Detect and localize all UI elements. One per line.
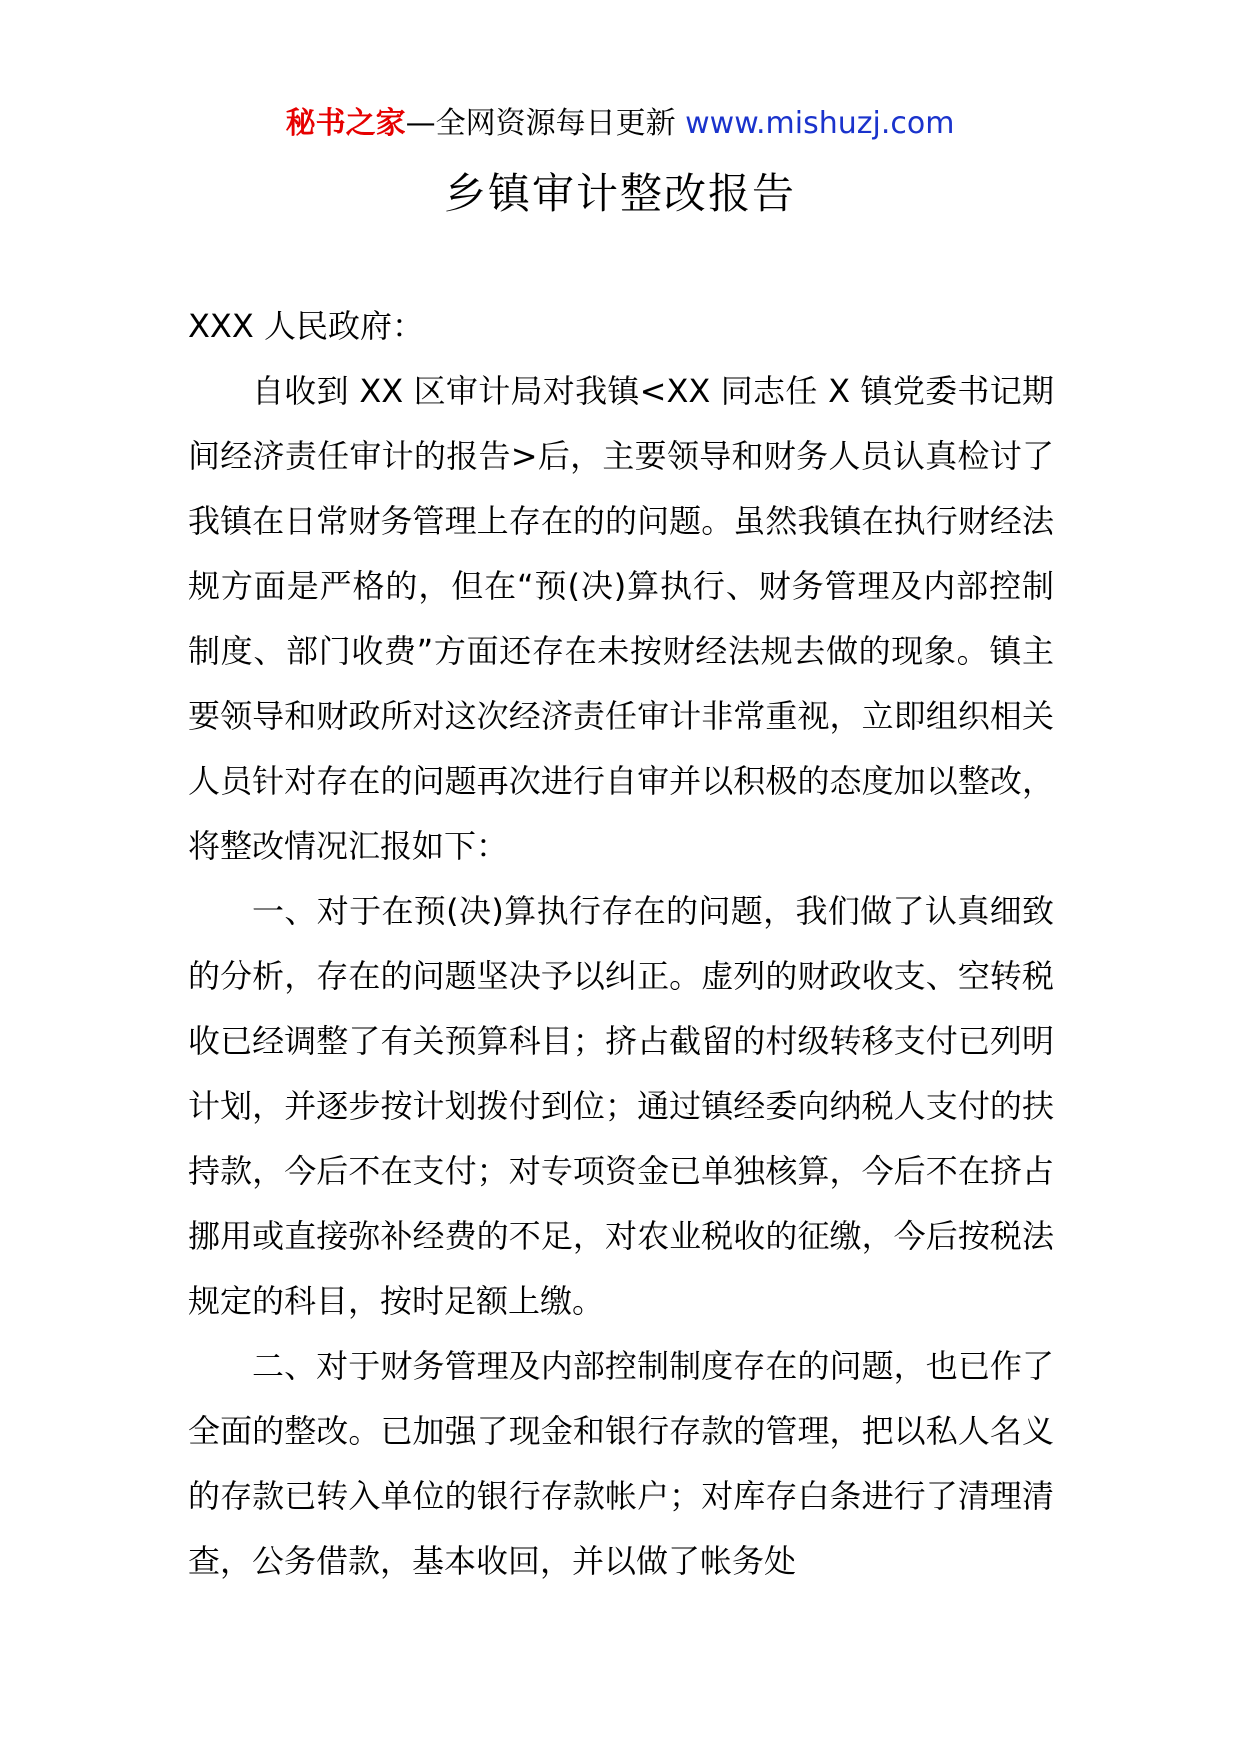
document-body bbox=[188, 294, 1054, 1594]
paragraph-budget-issues: 一、对于在预(决)算执行存在的问题，我们做了认真细致的分析，存在的问题坚决予以纠正。虚列的财政收支、空转税收已经调整了有关预算科目；挤占截留的村级转移支付已列明计划，并逐步按计划拨付到位；通过镇经委向纳税人支付的扶持款，今后不在支付；对专项资金已单独核算，今后不在挤占挪用或直接弥补经费的不足，对农业税收的征缴，今后按税法规定的科目，按时足额上缴。 bbox=[188, 892, 1054, 1320]
document-title: 乡镇审计整改报告 bbox=[443, 169, 796, 218]
paragraph-intro: 自收到 XX 区审计局对我镇<XX 同志任 X 镇党委书记期间经济责任审计的报告>后，主要领导和财务人员认真检讨了我镇在日常财务管理上存在的的问题。虽然我镇在执行财经法规方面是严格的，但在“预(决)算执行、财务管理及内部控制制度、部门收费”方面还存在未按财经法规去做的现象。镇主要领导和财政所对这次经济责任审计非常重视，立即组织相关人员针对存在的问题再次进行自审并以积极的态度加以整改，将整改情况汇报如下： bbox=[188, 372, 1054, 865]
site-header bbox=[0, 104, 1240, 144]
paragraph-finance-management: 二、对于财务管理及内部控制制度存在的问题，也已作了全面的整改。已加强了现金和银行存款的管理，把以私人名义的存款已转入单位的银行存款帐户；对库存白条进行了清理清查，公务借款，基本收回，并以做了帐务处 bbox=[188, 1347, 1054, 1580]
site-slogan: —全网资源每日更新 bbox=[405, 106, 686, 141]
site-brand: 秘书之家 bbox=[285, 106, 406, 141]
salutation: XXX 人民政府： bbox=[188, 307, 424, 345]
site-url-link[interactable]: www.mishuzj.com bbox=[685, 106, 955, 141]
